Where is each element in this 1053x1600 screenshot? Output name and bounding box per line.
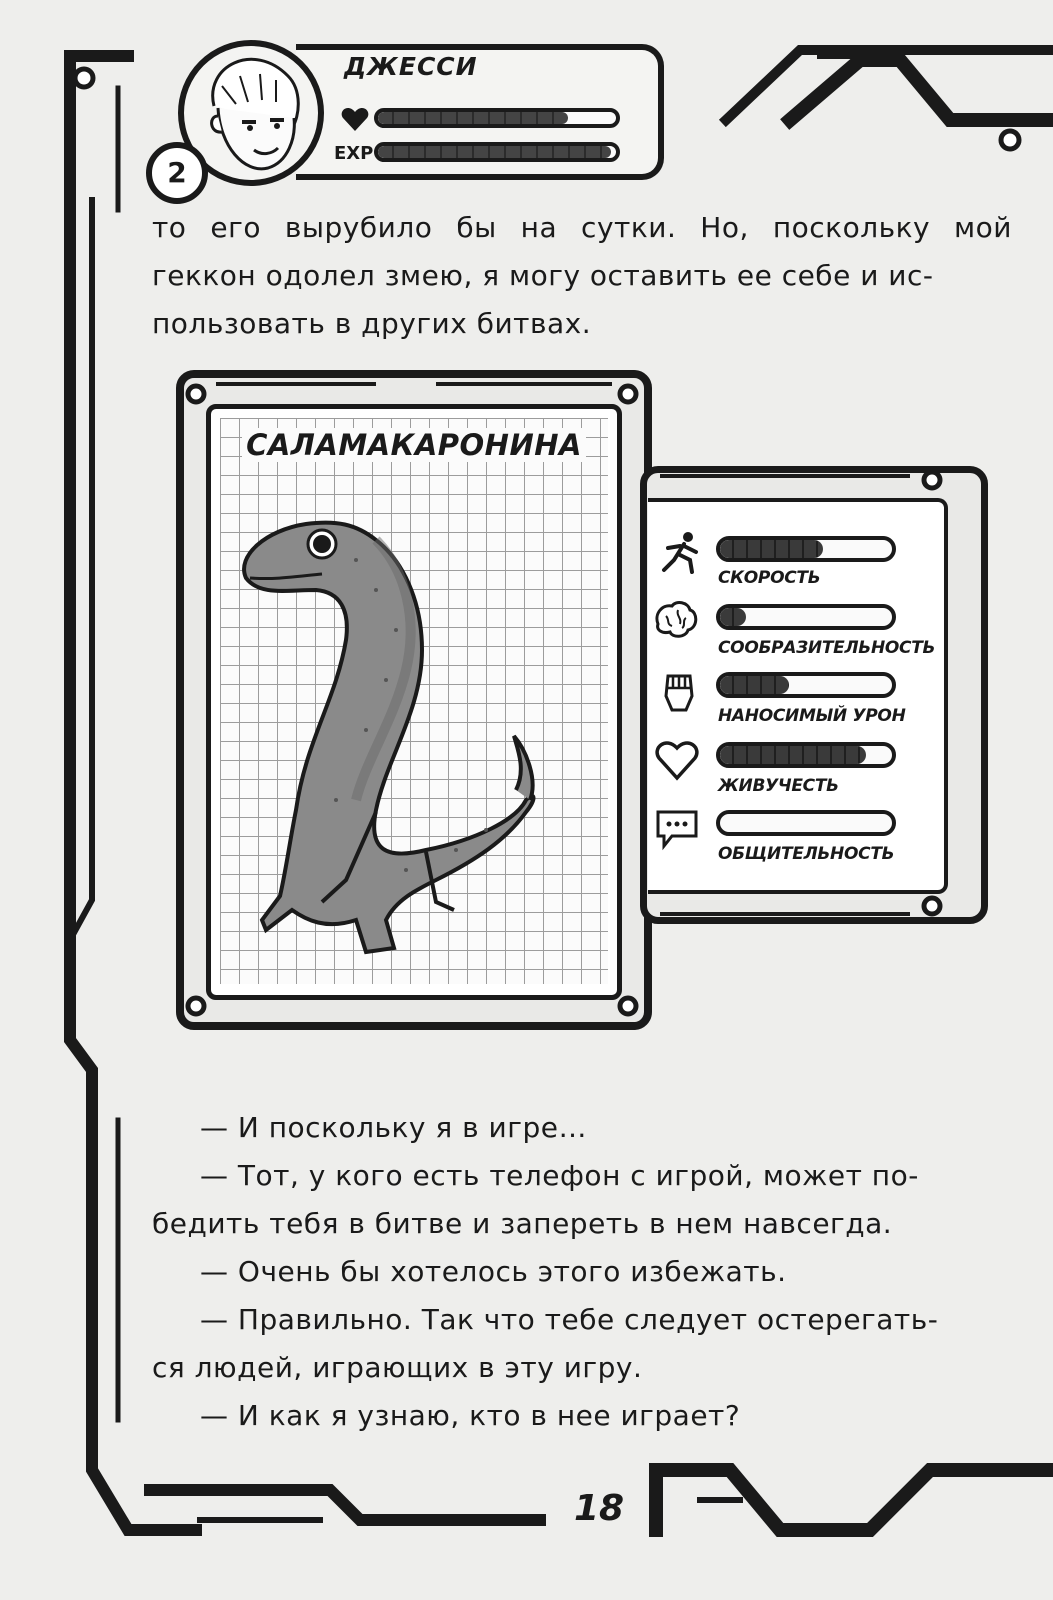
heart-icon — [654, 736, 700, 782]
text-line: — И поскольку я в игре… — [200, 1111, 587, 1144]
stat-bar-sociability — [716, 810, 896, 836]
salamander-illustration — [226, 500, 606, 970]
text-line: — Тот, у кого есть телефон с игрой, может по- — [200, 1159, 919, 1192]
brain-icon — [652, 598, 698, 644]
stat-bar-intelligence — [716, 604, 896, 630]
text-line: — И как я узнаю, кто в нее играет? — [200, 1399, 741, 1432]
stat-bar-fill — [720, 608, 746, 626]
chat-bubble-icon — [654, 806, 700, 852]
text-line: геккон одолел змею, я могу оставить ее себе и ис- — [152, 259, 934, 292]
creature-name-text: САЛАМАКАРОНИНА — [242, 428, 586, 462]
dialogue-block — [152, 1104, 988, 1440]
creature-name — [220, 428, 608, 462]
page-number: 18 — [574, 1488, 625, 1529]
stat-bar-fill — [720, 676, 789, 694]
stat-label-sociability: ОБЩИТЕЛЬНОСТЬ — [718, 844, 895, 864]
exp-bar — [374, 142, 620, 162]
stat-label-vitality: ЖИВУЧЕСТЬ — [718, 776, 839, 796]
health-bar-fill — [378, 112, 568, 124]
level-badge: 2 — [146, 142, 208, 204]
stat-bar-fill — [720, 746, 866, 764]
paragraph-top — [152, 204, 1012, 348]
stat-label-intelligence: СООБРАЗИТЕЛЬНОСТЬ — [718, 638, 936, 658]
text-line: ся людей, играющих в эту игру. — [152, 1351, 643, 1384]
player-name: ДЖЕССИ — [344, 52, 478, 81]
exp-label: EXP — [334, 143, 374, 164]
stat-bar-fill — [720, 540, 823, 558]
text-line: — Правильно. Так что тебе следует остерегать- — [200, 1303, 939, 1336]
running-person-icon — [656, 530, 702, 576]
stat-bar-damage — [716, 672, 896, 698]
stat-label-damage: НАНОСИМЫЙ УРОН — [718, 706, 906, 726]
text-line: бедить тебя в битве и запереть в нем навсегда. — [152, 1207, 893, 1240]
health-bar — [374, 108, 620, 128]
stat-bar-vitality — [716, 742, 896, 768]
fist-icon — [656, 666, 702, 712]
stat-bar-speed — [716, 536, 896, 562]
heart-icon — [340, 104, 370, 134]
exp-bar-fill — [378, 146, 611, 158]
stat-label-speed: СКОРОСТЬ — [718, 568, 821, 588]
text-line: — Очень бы хотелось этого избежать. — [200, 1255, 787, 1288]
text-line: то его вырубило бы на сутки. Но, поскольку мой — [152, 211, 1012, 244]
text-line: пользовать в других битвах. — [152, 307, 592, 340]
